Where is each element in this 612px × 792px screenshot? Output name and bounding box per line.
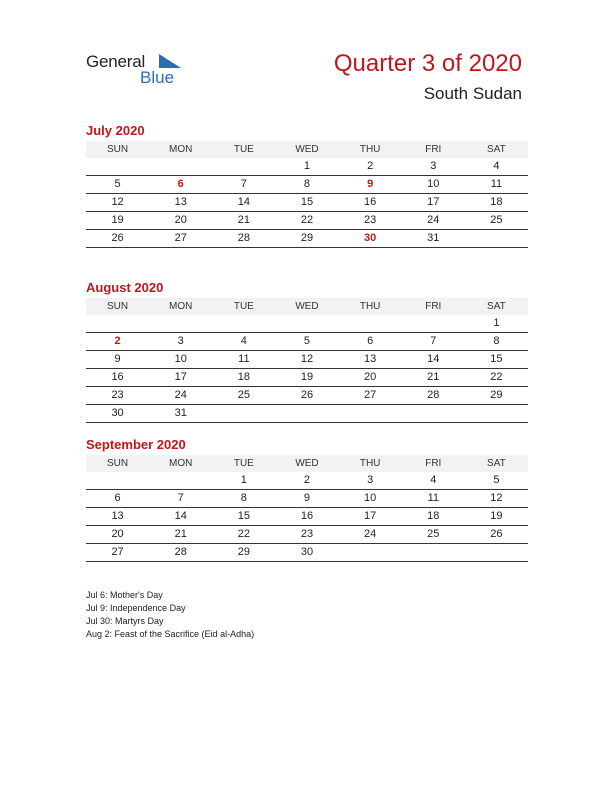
day-cell: 11 [212,351,275,369]
weekday-header: WED [275,298,338,315]
day-cell: 15 [465,351,528,369]
weekday-header: THU [339,455,402,472]
day-cell: 29 [212,544,275,562]
empty-day-cell [402,315,465,333]
day-cell: 28 [402,387,465,405]
day-cell: 8 [275,176,338,194]
empty-day-cell [275,315,338,333]
day-cell: 29 [465,387,528,405]
empty-day-cell [86,472,149,490]
day-cell: 15 [275,194,338,212]
day-cell: 21 [149,526,212,544]
day-cell: 7 [402,333,465,351]
day-cell: 19 [465,508,528,526]
day-cell: 8 [465,333,528,351]
holiday-note: Jul 9: Independence Day [86,603,186,613]
holiday-day-cell: 2 [86,333,149,351]
day-cell: 26 [86,230,149,248]
holiday-day-cell: 9 [339,176,402,194]
day-cell: 22 [275,212,338,230]
day-cell: 23 [275,526,338,544]
day-cell: 20 [86,526,149,544]
day-cell: 7 [149,490,212,508]
day-cell: 20 [149,212,212,230]
day-cell: 9 [86,351,149,369]
logo-flag-icon [159,54,181,68]
day-cell: 31 [149,405,212,423]
empty-day-cell [86,315,149,333]
month-july [86,123,528,248]
holiday-note: Jul 6: Mother's Day [86,590,163,600]
day-cell: 12 [275,351,338,369]
weekday-header: WED [275,455,338,472]
day-cell: 1 [275,158,338,176]
weekday-header: TUE [212,141,275,158]
weekday-header: WED [275,141,338,158]
calendar-grid [86,298,528,423]
empty-day-cell [275,405,338,423]
weekday-header: MON [149,298,212,315]
day-cell: 14 [212,194,275,212]
day-cell: 13 [86,508,149,526]
day-cell: 11 [402,490,465,508]
day-cell: 21 [212,212,275,230]
day-cell: 28 [149,544,212,562]
empty-day-cell [212,315,275,333]
day-cell: 26 [465,526,528,544]
empty-day-cell [212,158,275,176]
day-cell: 4 [212,333,275,351]
calendar-grid [86,141,528,248]
country-name: South Sudan [423,84,522,103]
day-cell: 17 [402,194,465,212]
weekday-header: SAT [465,141,528,158]
day-cell: 10 [149,351,212,369]
day-cell: 3 [149,333,212,351]
day-cell: 3 [339,472,402,490]
day-cell: 27 [149,230,212,248]
holiday-notes [86,589,254,641]
empty-day-cell [339,315,402,333]
calendar-grid [86,455,528,562]
day-cell: 13 [149,194,212,212]
day-cell: 10 [402,176,465,194]
weekday-header: MON [149,455,212,472]
empty-day-cell [402,544,465,562]
day-cell: 31 [402,230,465,248]
month-title: August 2020 [86,280,164,295]
logo-text-blue: Blue [140,68,175,87]
day-cell: 16 [275,508,338,526]
weekday-header: THU [339,141,402,158]
day-cell: 30 [275,544,338,562]
empty-day-cell [465,405,528,423]
day-cell: 13 [339,351,402,369]
day-cell: 20 [339,369,402,387]
day-cell: 23 [86,387,149,405]
day-cell: 10 [339,490,402,508]
generalblue-logo [86,52,196,92]
day-cell: 28 [212,230,275,248]
holiday-day-cell: 30 [339,230,402,248]
month-title: September 2020 [86,437,186,452]
day-cell: 12 [465,490,528,508]
day-cell: 17 [149,369,212,387]
day-cell: 16 [86,369,149,387]
day-cell: 7 [212,176,275,194]
empty-day-cell [149,472,212,490]
empty-day-cell [339,544,402,562]
empty-day-cell [212,405,275,423]
empty-day-cell [86,158,149,176]
day-cell: 24 [402,212,465,230]
month-title: July 2020 [86,123,145,138]
weekday-header: SUN [86,141,149,158]
weekday-header: THU [339,298,402,315]
day-cell: 21 [402,369,465,387]
day-cell: 27 [86,544,149,562]
day-cell: 19 [86,212,149,230]
day-cell: 5 [465,472,528,490]
weekday-header: TUE [212,455,275,472]
day-cell: 1 [465,315,528,333]
empty-day-cell [465,544,528,562]
empty-day-cell [149,315,212,333]
day-cell: 25 [465,212,528,230]
day-cell: 25 [212,387,275,405]
month-august [86,280,528,423]
empty-day-cell [465,230,528,248]
holiday-note: Jul 30: Martyrs Day [86,616,164,626]
day-cell: 2 [275,472,338,490]
month-september [86,437,528,562]
weekday-header: SUN [86,455,149,472]
day-cell: 12 [86,194,149,212]
weekday-header: MON [149,141,212,158]
empty-day-cell [149,158,212,176]
day-cell: 24 [149,387,212,405]
day-cell: 30 [86,405,149,423]
day-cell: 15 [212,508,275,526]
day-cell: 9 [275,490,338,508]
day-cell: 11 [465,176,528,194]
day-cell: 23 [339,212,402,230]
day-cell: 5 [275,333,338,351]
weekday-header: FRI [402,141,465,158]
weekday-header: FRI [402,455,465,472]
empty-day-cell [402,405,465,423]
day-cell: 16 [339,194,402,212]
quarter-title: Quarter 3 of 2020 [333,50,522,77]
day-cell: 3 [402,158,465,176]
weekday-header: TUE [212,298,275,315]
day-cell: 17 [339,508,402,526]
day-cell: 18 [402,508,465,526]
day-cell: 22 [212,526,275,544]
weekday-header: SAT [465,455,528,472]
day-cell: 14 [149,508,212,526]
logo-text-general: General [86,52,146,71]
day-cell: 25 [402,526,465,544]
day-cell: 6 [86,490,149,508]
day-cell: 18 [465,194,528,212]
weekday-header: SUN [86,298,149,315]
day-cell: 1 [212,472,275,490]
day-cell: 26 [275,387,338,405]
day-cell: 2 [339,158,402,176]
weekday-header: FRI [402,298,465,315]
day-cell: 4 [402,472,465,490]
day-cell: 18 [212,369,275,387]
holiday-note: Aug 2: Feast of the Sacrifice (Eid al-Adha) [86,629,255,639]
day-cell: 8 [212,490,275,508]
weekday-header: SAT [465,298,528,315]
day-cell: 14 [402,351,465,369]
day-cell: 19 [275,369,338,387]
day-cell: 29 [275,230,338,248]
holiday-day-cell: 6 [149,176,212,194]
day-cell: 27 [339,387,402,405]
day-cell: 22 [465,369,528,387]
day-cell: 5 [86,176,149,194]
day-cell: 24 [339,526,402,544]
day-cell: 4 [465,158,528,176]
empty-day-cell [339,405,402,423]
day-cell: 6 [339,333,402,351]
